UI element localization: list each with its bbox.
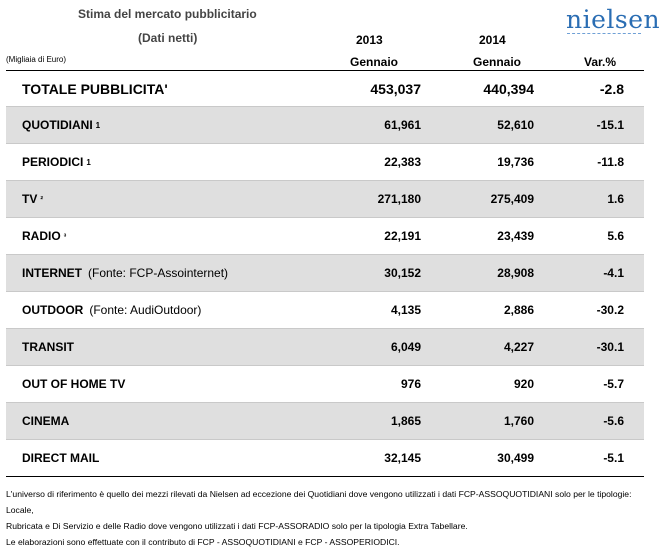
variation-value: -5.6 [603, 414, 624, 428]
row-label [22, 366, 125, 402]
value-2013: 22,383 [384, 155, 421, 169]
footnote-marker: 1 [95, 120, 101, 130]
variation-value: -2.8 [599, 80, 624, 97]
value-2013: 61,961 [384, 118, 421, 132]
table-row [6, 440, 644, 477]
footnote-marker: ³ [63, 231, 67, 241]
row-label-text: RADIO [22, 229, 61, 243]
value-2013: 6,049 [390, 340, 421, 354]
row-label-text: INTERNET [22, 266, 82, 280]
row-label [22, 181, 43, 217]
table-row [6, 107, 644, 144]
row-label [22, 144, 91, 180]
table-row [6, 403, 644, 440]
value-2014: 28,908 [497, 266, 534, 280]
row-label [22, 71, 168, 106]
value-2014: 2,886 [503, 303, 534, 317]
value-2014: 1,760 [503, 414, 534, 428]
value-2014: 52,610 [497, 118, 534, 132]
table-row [6, 329, 644, 366]
value-2014: 440,394 [483, 80, 534, 97]
value-2014: 275,409 [490, 192, 534, 206]
row-source-note: (Fonte: AudiOutdoor) [89, 303, 202, 317]
variation-value: -4.1 [603, 266, 624, 280]
footnote-line: Rubricata e Di Servizio e delle Radio dove vengono utilizzati i dati FCP-ASSORADIO solo per la tipologia Extra Tabellare. [6, 521, 468, 531]
value-2014: 920 [513, 377, 534, 391]
variation-value: -30.1 [596, 340, 624, 354]
row-label [22, 329, 74, 365]
row-label-text: TOTALE PUBBLICITA' [22, 80, 168, 97]
value-2014: 23,439 [497, 229, 534, 243]
row-label [22, 255, 228, 291]
table-title: Stima del mercato pubblicitario [78, 7, 257, 21]
table-row [6, 218, 644, 255]
nielsen-logo: nielsen [566, 5, 660, 34]
row-label [22, 403, 69, 439]
month-2013-header: Gennaio [350, 55, 399, 69]
variation-value: -15.1 [596, 118, 624, 132]
variation-header: Var.% [584, 55, 617, 69]
value-2013: 30,152 [384, 266, 421, 280]
row-label-text: PERIODICI [22, 155, 84, 169]
value-2013: 4,135 [390, 303, 421, 317]
value-2014: 4,227 [503, 340, 534, 354]
row-label-text: TRANSIT [22, 340, 74, 354]
unit-label: (Migliaia di Euro) [6, 55, 67, 64]
row-label [22, 218, 66, 254]
value-2013: 271,180 [377, 192, 421, 206]
variation-value: 1.6 [607, 192, 624, 206]
table-subtitle: (Dati netti) [138, 31, 198, 45]
value-2013: 22,191 [384, 229, 421, 243]
variation-value: -5.1 [603, 451, 624, 465]
row-label-text: OUT OF HOME TV [22, 377, 126, 391]
table-row [6, 144, 644, 181]
value-2014: 30,499 [497, 451, 534, 465]
row-label-text: OUTDOOR [22, 303, 84, 317]
total-row [6, 71, 644, 107]
table-row [6, 255, 644, 292]
value-2013: 976 [400, 377, 421, 391]
logo-divider [567, 33, 641, 34]
row-label [22, 440, 99, 476]
variation-value: -30.2 [596, 303, 624, 317]
row-label-text: QUOTIDIANI [22, 118, 93, 132]
row-source-note: (Fonte: FCP-Assointernet) [88, 266, 229, 280]
row-label-text: CINEMA [22, 414, 70, 428]
month-2014-header: Gennaio [473, 55, 522, 69]
footnote-marker: 1 [86, 157, 91, 167]
table-row [6, 292, 644, 329]
footnote-line: L'universo di riferimento è quello dei mezzi rilevati da Nielsen ad eccezione dei Quotidiani dove vengono utilizzati i dati FCP-ASSOQUOTIDIANI solo per le tipologie: Locale, [6, 489, 632, 515]
row-label-text: TV [22, 192, 38, 206]
row-label [22, 292, 201, 328]
year-2013-header: 2013 [356, 33, 383, 47]
table-row [6, 366, 644, 403]
value-2013: 453,037 [370, 80, 421, 97]
data-table [6, 71, 644, 477]
table-row [6, 181, 644, 218]
variation-value: -5.7 [603, 377, 624, 391]
year-2014-header: 2014 [479, 33, 506, 47]
row-label-text: DIRECT MAIL [22, 451, 100, 465]
table-header [0, 0, 660, 76]
variation-value: 5.6 [607, 229, 624, 243]
value-2014: 19,736 [497, 155, 534, 169]
value-2013: 1,865 [390, 414, 421, 428]
row-label [22, 107, 100, 143]
value-2013: 32,145 [384, 451, 421, 465]
variation-value: -11.8 [597, 155, 624, 169]
footnote-marker: ² [40, 194, 44, 204]
footnotes [6, 486, 646, 550]
footnote-line: Le elaborazioni sono effettuate con il contributo di FCP - ASSOQUOTIDIANI e FCP - ASSOPERIODICI. [6, 537, 400, 547]
